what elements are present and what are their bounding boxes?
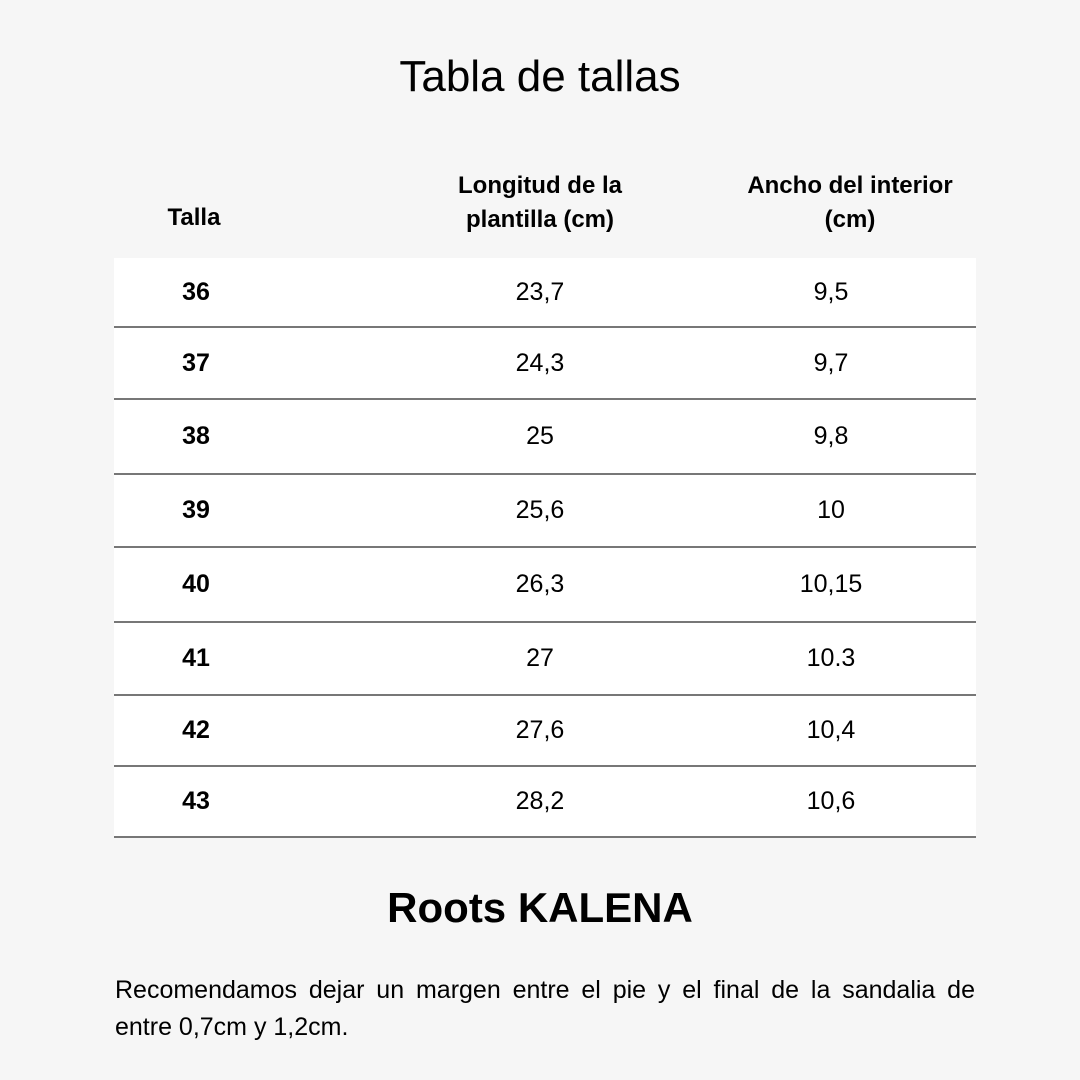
header-size: Talla [167, 204, 221, 231]
cell-length: 23,7 [515, 277, 565, 306]
header-length: Longitud de la plantilla (cm) [458, 172, 622, 233]
cell-size: 38 [182, 422, 210, 450]
page-title: Tabla de tallas [399, 52, 681, 101]
fit-note: Recomendamos dejar un margen entre el pie y el final de la sandalia de entre 0,7cm y 1,2cm. [115, 976, 975, 1041]
cell-length: 27 [526, 644, 554, 672]
cell-width: 10 [817, 496, 845, 524]
table-row [114, 548, 976, 623]
cell-length: 25 [526, 422, 554, 450]
cell-size: 39 [182, 496, 210, 524]
cell-size: 42 [182, 716, 210, 744]
table-row [114, 696, 976, 767]
table-row [114, 767, 976, 838]
cell-length: 28,2 [515, 787, 565, 815]
cell-size: 40 [182, 570, 210, 598]
cell-length: 24,3 [515, 348, 565, 377]
header-width: Ancho del interior (cm) [747, 172, 953, 233]
cell-width: 9,7 [813, 348, 849, 377]
cell-width: 10,15 [799, 570, 863, 598]
table-row [114, 623, 976, 696]
cell-width: 9,8 [813, 422, 849, 450]
table-row [114, 475, 976, 548]
cell-width: 10,4 [806, 716, 856, 744]
cell-width: 10.3 [806, 644, 856, 672]
table-row [114, 328, 976, 400]
cell-size: 43 [182, 787, 210, 815]
table-row [114, 258, 976, 328]
product-name: Roots KALENA [387, 884, 693, 931]
cell-size: 41 [182, 644, 210, 672]
cell-size: 37 [182, 348, 210, 377]
cell-size: 36 [182, 277, 210, 306]
cell-length: 25,6 [515, 496, 565, 524]
cell-width: 10,6 [806, 787, 856, 815]
cell-width: 9,5 [813, 277, 849, 306]
table-row [114, 400, 976, 475]
cell-length: 26,3 [515, 570, 565, 598]
cell-length: 27,6 [515, 716, 565, 744]
